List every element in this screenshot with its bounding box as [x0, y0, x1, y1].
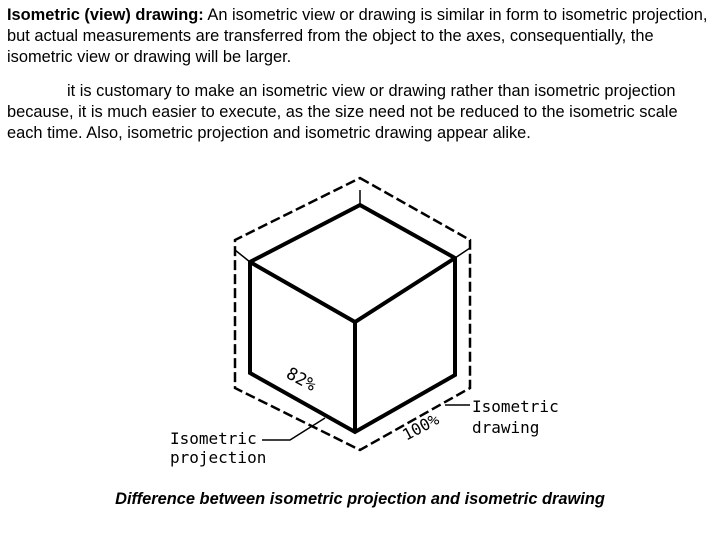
definition-term: Isometric (view) drawing:	[7, 6, 204, 24]
definition-paragraph	[7, 5, 715, 68]
label-isometric-drawing-line2: drawing	[472, 418, 540, 437]
isometric-figure	[140, 160, 580, 480]
label-isometric-projection-line2: projection	[170, 448, 267, 467]
explanation-paragraph	[7, 81, 715, 144]
label-100-percent: 100%	[399, 409, 443, 445]
label-82-percent: 82%	[282, 363, 320, 396]
isometric-projection-cube	[250, 205, 455, 432]
explanation-text: it is customary to make an isometric view or drawing rather than isometric projection because, it is much easier to execute, as the size need not be reduced to the isometric scale each time. Also, isometric projection and isometric drawing appear alike.	[7, 82, 678, 142]
label-isometric-drawing-line1: Isometric	[472, 397, 559, 416]
label-isometric-projection-line1: Isometric	[170, 429, 257, 448]
figure-caption: Difference between isometric projection and isometric drawing	[115, 490, 605, 508]
isometric-drawing-cube	[235, 178, 470, 450]
definition-text: An isometric view or drawing is similar in form to isometric projection, but actual measurements are transferred from the object to the axes, consequentially, the isometric view or drawing will be larger.	[7, 6, 708, 66]
